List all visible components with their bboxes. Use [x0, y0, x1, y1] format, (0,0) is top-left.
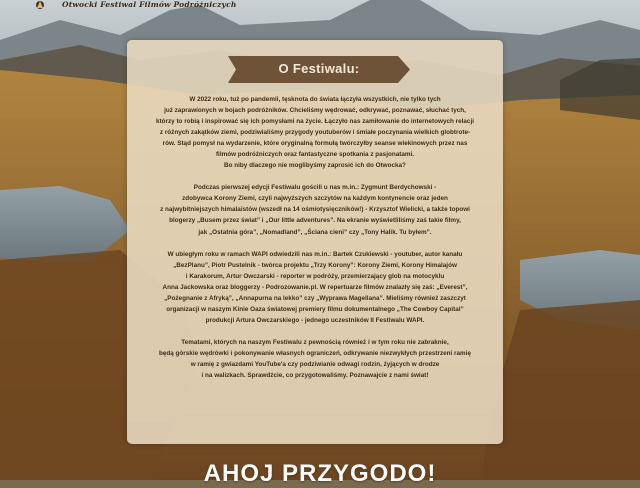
text-line: „BezPlanu”, Piotr Pustelnik - twórca projektu „Trzy Korony”: Korony Ziemi, Korony Himalajów — [173, 261, 457, 269]
text-line: filmów podróżniczych oraz fantastyczne spotkania z pasjonatami. — [215, 151, 415, 159]
paragraph — [140, 94, 490, 171]
text-line: z najwybitniejszych himalaistów (wszedł na 14 ośmiotysięczników!) - Krzysztof Wielicki, a także topowi — [160, 206, 470, 214]
text-line: organizacji w naszym Kinie Oaza światowej premiery filmu dokumentalnego „The Cowboy Capital” — [166, 305, 464, 313]
paragraph — [140, 182, 490, 237]
text-line: już zaprawionych w bojach podróżników. Chcieliśmy wędrować, odkrywać, poznawać, słuchać tych, — [164, 107, 466, 115]
festival-logo-icon — [34, 0, 46, 10]
text-line: blogerzy „Busem przez świat” i „Our little adventures”. Na ekranie wyświetliliśmy zaś takie filmy, — [169, 217, 461, 225]
text-line: będą górskie wędrówki i pokonywanie własnych ograniczeń, odkrywanie niezwykłych przestrzeni ramię — [158, 349, 471, 357]
text-line: którzy to robią i inspirować się ich pomysłami na życie. Łączyło nas zamiłowanie do internetowych relacji — [156, 118, 474, 126]
text-line: z różnych zakątków ziemi, podziwialiśmy przygody youtuberów i śmiałe poczynania wielkich globtrote- — [159, 129, 471, 137]
about-text — [140, 94, 490, 392]
section-title: O Festiwalu: — [278, 61, 360, 76]
text-line: „Pożegnanie z Afryką”, „Annapurna na lekko” czy „Wyprawa Magellana”. Mieliśmy również zaszczyt — [164, 294, 466, 302]
text-line: W 2022 roku, tuż po pandemii, tęsknota do świata łączyła wszystkich, nie tylko tych — [189, 96, 441, 103]
text-line: i na walizkach. Sprawdźcie, co przygotowaliśmy. Poznawajcie z nami świat! — [201, 372, 429, 380]
text-line: zdobywca Korony Ziemi, czyli najwyższych szczytów na każdym kontynencie oraz jeden — [182, 195, 448, 203]
text-line: W ubiegłym roku w ramach WAPI odwiedzili nas m.in.: Bartek Czukiewski - youtuber, autor kanału — [167, 250, 463, 258]
text-line: Anna Jackowska oraz bloggerzy - Podrozowanie.pl. W repertuarze filmów znalazły się zaś: „Everest”, — [162, 283, 468, 291]
text-line: rów. Stąd pomysł na wydarzenie, które oryginalną formułą twórczyłby seanse wiekinowych przez nas — [162, 140, 468, 148]
section-ribbon — [228, 56, 410, 83]
text-line: Podczas pierwszej edycji Festiwalu gościli u nas m.in.: Zygmunt Berdychowski - — [193, 184, 437, 192]
text-line: Tematami, których na naszym Festiwalu z pewnością również i w tym roku nie zabraknie, — [181, 338, 449, 346]
text-line: w ramię z gwiazdami YouTube'a czy podziwianie odwagi rodzin, żyjących w drodze — [190, 360, 440, 368]
paragraph — [140, 337, 490, 381]
festival-name: Otwocki Festiwal Filmów Podróżniczych — [62, 0, 237, 9]
text-line: jak „Ostatnia góra”, „Nomadland”, „Ściana cieni” czy „Tony Halik. Tu byłem”. — [198, 228, 432, 236]
text-line: i Karakorum, Artur Owczarski - reporter w podróży, przemierzający glob na motocyklu — [185, 272, 445, 280]
text-line: produkcji Artura Owczarskiego - jednego uczestników II Festiwalu WAPI. — [205, 316, 425, 324]
paragraph — [140, 249, 490, 326]
text-line: Bo niby dlaczego nie moglibyśmy zaprosić ich do Otwocka? — [224, 162, 406, 170]
slogan-heading: AHOJ PRZYGODO! — [203, 460, 437, 487]
header-bar — [0, 0, 640, 14]
